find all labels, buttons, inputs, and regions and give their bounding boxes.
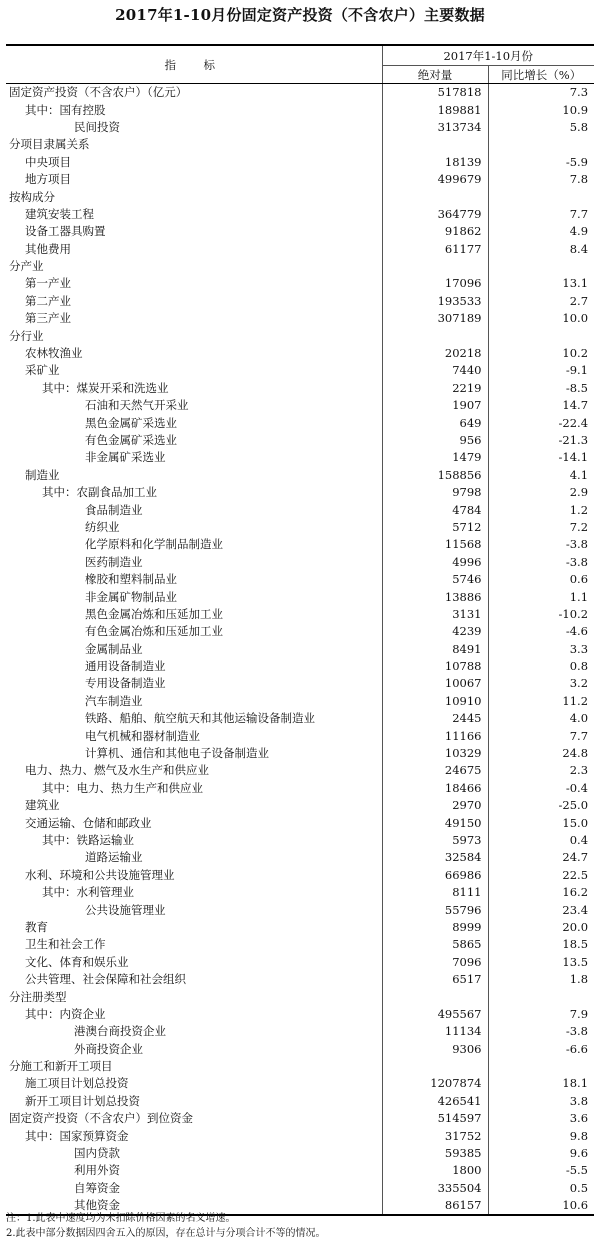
table-row xyxy=(6,919,594,936)
row-growth-value: 7.8 xyxy=(569,172,589,187)
row-indicator: 其中：铁路运输业 xyxy=(6,832,382,849)
row-absolute-value: 86157 xyxy=(382,1197,488,1215)
table-row xyxy=(6,380,594,397)
table-row xyxy=(6,832,594,849)
row-absolute-value: 364779 xyxy=(382,206,488,223)
row-absolute-value: 7440 xyxy=(382,362,488,379)
row-indicator: 其中：国家预算资金 xyxy=(6,1127,382,1144)
row-growth-value: -10.2 xyxy=(558,606,589,621)
table-row xyxy=(6,571,594,588)
row-indicator: 采矿业 xyxy=(6,362,382,379)
header-indicator: 指 标 xyxy=(6,45,382,84)
row-absolute-value: 5746 xyxy=(382,571,488,588)
row-absolute-value: 7096 xyxy=(382,954,488,971)
row-indicator: 第二产业 xyxy=(6,293,382,310)
row-growth-value: 18.1 xyxy=(562,1076,589,1091)
table-row xyxy=(6,293,594,310)
row-growth-value: 24.7 xyxy=(562,850,589,865)
table-row xyxy=(6,223,594,240)
row-absolute-value: 10067 xyxy=(382,675,488,692)
row-growth-value: 7.7 xyxy=(569,206,589,221)
row-growth-value: 3.2 xyxy=(569,676,589,691)
table-row xyxy=(6,954,594,971)
row-growth-value: 18.5 xyxy=(562,937,589,952)
row-growth-value: -3.8 xyxy=(565,554,589,569)
row-indicator: 卫生和社会工作 xyxy=(6,936,382,953)
row-growth-value: 20.0 xyxy=(562,919,589,934)
row-growth-value: -21.3 xyxy=(558,433,589,447)
row-absolute-value: 66986 xyxy=(382,867,488,884)
row-absolute-value: 1907 xyxy=(382,397,488,414)
row-absolute-value: 1479 xyxy=(382,449,488,466)
row-indicator: 食品制造业 xyxy=(6,501,382,518)
row-growth-value xyxy=(488,1058,594,1075)
table-row xyxy=(6,814,594,831)
table-row xyxy=(6,327,594,344)
row-indicator: 交通运输、仓储和邮政业 xyxy=(6,814,382,831)
data-table xyxy=(6,44,594,1216)
row-absolute-value: 4996 xyxy=(382,554,488,571)
row-growth-value: -14.1 xyxy=(558,450,589,465)
table-row xyxy=(6,397,594,414)
row-indicator: 铁路、船舶、航空航天和其他运输设备制造业 xyxy=(6,710,382,727)
row-growth-value: -8.5 xyxy=(565,380,589,395)
row-absolute-value: 2970 xyxy=(382,797,488,814)
table-row xyxy=(6,84,594,102)
table-row xyxy=(6,136,594,153)
row-indicator: 其中：农副食品加工业 xyxy=(6,484,382,501)
row-indicator: 分项目隶属关系 xyxy=(6,136,382,153)
row-growth-value: 8.4 xyxy=(569,241,589,256)
row-indicator: 公共管理、社会保障和社会组织 xyxy=(6,971,382,988)
row-absolute-value: 6517 xyxy=(382,971,488,988)
table-row xyxy=(6,623,594,640)
row-growth-value: 24.8 xyxy=(562,746,589,761)
row-absolute-value: 313734 xyxy=(382,119,488,136)
row-indicator: 其中：内资企业 xyxy=(6,1006,382,1023)
row-indicator: 教育 xyxy=(6,919,382,936)
row-indicator: 有色金属冶炼和压延加工业 xyxy=(6,623,382,640)
row-growth-value: 3.3 xyxy=(569,641,589,656)
row-absolute-value: 9798 xyxy=(382,484,488,501)
table-row xyxy=(6,1110,594,1127)
row-growth-value xyxy=(488,136,594,153)
table-row xyxy=(6,501,594,518)
row-absolute-value: 3131 xyxy=(382,606,488,623)
row-absolute-value: 189881 xyxy=(382,101,488,118)
header-period: 2017年1-10月份 xyxy=(382,45,594,66)
row-absolute-value: 499679 xyxy=(382,171,488,188)
row-indicator: 第三产业 xyxy=(6,310,382,327)
row-indicator: 汽车制造业 xyxy=(6,693,382,710)
table-row xyxy=(6,206,594,223)
row-growth-value: 1.8 xyxy=(569,972,589,987)
row-absolute-value: 4239 xyxy=(382,623,488,640)
table-row xyxy=(6,797,594,814)
row-growth-value: 2.9 xyxy=(569,485,589,500)
row-growth-value: 5.8 xyxy=(569,119,589,134)
row-absolute-value xyxy=(382,327,488,344)
table-row xyxy=(6,641,594,658)
table-row xyxy=(6,1127,594,1144)
row-absolute-value: 5973 xyxy=(382,832,488,849)
table-row xyxy=(6,1145,594,1162)
row-indicator: 外商投资企业 xyxy=(6,1040,382,1057)
row-absolute-value: 31752 xyxy=(382,1127,488,1144)
table-row xyxy=(6,432,594,449)
row-growth-value: -5.9 xyxy=(565,154,589,169)
row-absolute-value: 8491 xyxy=(382,641,488,658)
row-indicator: 电气机械和器材制造业 xyxy=(6,727,382,744)
table-row xyxy=(6,275,594,292)
row-absolute-value: 495567 xyxy=(382,1006,488,1023)
row-growth-value: -3.8 xyxy=(565,537,589,552)
row-absolute-value: 514597 xyxy=(382,1110,488,1127)
row-indicator: 国内贷款 xyxy=(6,1145,382,1162)
row-indicator: 设备工器具购置 xyxy=(6,223,382,240)
row-growth-value: 14.7 xyxy=(562,398,589,413)
row-growth-value: 0.8 xyxy=(569,659,589,674)
row-indicator: 化学原料和化学制品制造业 xyxy=(6,536,382,553)
table-row xyxy=(6,554,594,571)
table-row xyxy=(6,1023,594,1040)
row-absolute-value xyxy=(382,136,488,153)
row-indicator: 制造业 xyxy=(6,467,382,484)
table-row xyxy=(6,258,594,275)
table-row xyxy=(6,154,594,171)
row-growth-value: 7.9 xyxy=(569,1006,589,1021)
table-row xyxy=(6,1075,594,1092)
row-indicator: 道路运输业 xyxy=(6,849,382,866)
row-growth-value: -4.6 xyxy=(565,624,589,639)
row-absolute-value: 307189 xyxy=(382,310,488,327)
row-indicator: 有色金属矿采选业 xyxy=(6,432,382,449)
table-row xyxy=(6,849,594,866)
table-row xyxy=(6,171,594,188)
table-row xyxy=(6,310,594,327)
row-absolute-value: 59385 xyxy=(382,1145,488,1162)
row-growth-value: 1.1 xyxy=(569,589,589,604)
row-indicator: 按构成分 xyxy=(6,188,382,205)
row-indicator: 橡胶和塑料制品业 xyxy=(6,571,382,588)
table-body xyxy=(6,84,594,1216)
table-row xyxy=(6,101,594,118)
table-row xyxy=(6,606,594,623)
row-absolute-value: 10788 xyxy=(382,658,488,675)
row-indicator: 水利、环境和公共设施管理业 xyxy=(6,867,382,884)
row-growth-value: -25.0 xyxy=(558,798,589,813)
row-indicator: 分行业 xyxy=(6,327,382,344)
row-growth-value: 22.5 xyxy=(562,867,589,882)
row-absolute-value: 517818 xyxy=(382,84,488,102)
row-growth-value: 2.7 xyxy=(569,293,589,308)
row-absolute-value: 17096 xyxy=(382,275,488,292)
row-growth-value: 0.6 xyxy=(569,572,589,587)
row-absolute-value: 91862 xyxy=(382,223,488,240)
table-row xyxy=(6,658,594,675)
row-indicator: 其中：水利管理业 xyxy=(6,884,382,901)
row-growth-value: 0.5 xyxy=(569,1180,589,1195)
table-row xyxy=(6,762,594,779)
row-absolute-value: 426541 xyxy=(382,1093,488,1110)
row-indicator: 石油和天然气开采业 xyxy=(6,397,382,414)
footnote-2: 2.此表中部分数据因四舍五入的原因，存在总计与分项合计不等的情况。 xyxy=(6,1228,326,1239)
row-indicator: 固定资产投资（不含农户）（亿元） xyxy=(6,84,382,102)
row-absolute-value: 61177 xyxy=(382,241,488,258)
row-absolute-value: 20218 xyxy=(382,345,488,362)
table-row xyxy=(6,936,594,953)
row-growth-value xyxy=(488,188,594,205)
row-indicator: 医药制造业 xyxy=(6,554,382,571)
row-indicator: 港澳台商投资企业 xyxy=(6,1023,382,1040)
table-row xyxy=(6,414,594,431)
row-absolute-value: 2219 xyxy=(382,380,488,397)
row-indicator: 分产业 xyxy=(6,258,382,275)
row-absolute-value: 11166 xyxy=(382,727,488,744)
row-absolute-value: 9306 xyxy=(382,1040,488,1057)
table-row xyxy=(6,467,594,484)
row-indicator: 固定资产投资（不含农户）到位资金 xyxy=(6,1110,382,1127)
row-growth-value: 23.4 xyxy=(562,902,589,917)
row-absolute-value: 4784 xyxy=(382,501,488,518)
row-indicator: 纺织业 xyxy=(6,519,382,536)
row-indicator: 专用设备制造业 xyxy=(6,675,382,692)
row-absolute-value: 5865 xyxy=(382,936,488,953)
row-absolute-value: 10329 xyxy=(382,745,488,762)
row-indicator: 中央项目 xyxy=(6,154,382,171)
row-growth-value: 9.8 xyxy=(569,1128,589,1143)
row-absolute-value: 1207874 xyxy=(382,1075,488,1092)
row-absolute-value: 10910 xyxy=(382,693,488,710)
row-indicator: 通用设备制造业 xyxy=(6,658,382,675)
page-title: 2017年1-10月份固定资产投资（不含农户）主要数据 xyxy=(115,6,485,24)
row-indicator: 农林牧渔业 xyxy=(6,345,382,362)
row-growth-value: -5.5 xyxy=(565,1163,589,1178)
row-growth-value: 15.0 xyxy=(562,815,589,830)
row-indicator: 公共设施管理业 xyxy=(6,901,382,918)
table-row xyxy=(6,710,594,727)
row-growth-value: -6.6 xyxy=(565,1041,589,1056)
row-growth-value: 10.6 xyxy=(488,1197,594,1215)
row-growth-value: 7.7 xyxy=(569,728,589,743)
row-absolute-value xyxy=(382,988,488,1005)
row-absolute-value: 8999 xyxy=(382,919,488,936)
row-absolute-value: 49150 xyxy=(382,814,488,831)
header-absolute: 绝对量 xyxy=(382,66,488,84)
table-row xyxy=(6,867,594,884)
row-indicator: 利用外资 xyxy=(6,1162,382,1179)
row-absolute-value: 13886 xyxy=(382,588,488,605)
row-indicator: 其中：国有控股 xyxy=(6,101,382,118)
table-row xyxy=(6,901,594,918)
row-absolute-value xyxy=(382,258,488,275)
row-absolute-value xyxy=(382,188,488,205)
row-absolute-value: 8111 xyxy=(382,884,488,901)
row-growth-value: -3.8 xyxy=(565,1024,589,1039)
table-row xyxy=(6,188,594,205)
table-row xyxy=(6,449,594,466)
table-row xyxy=(6,1058,594,1075)
row-absolute-value: 1800 xyxy=(382,1162,488,1179)
row-absolute-value: 2445 xyxy=(382,710,488,727)
table-row xyxy=(6,745,594,762)
table-row xyxy=(6,484,594,501)
table-row xyxy=(6,884,594,901)
row-growth-value: 7.3 xyxy=(569,85,589,100)
table-row xyxy=(6,1040,594,1057)
row-growth-value: 16.2 xyxy=(562,885,589,900)
row-indicator: 其他费用 xyxy=(6,241,382,258)
row-indicator: 黑色金属矿采选业 xyxy=(6,414,382,431)
row-indicator: 建筑安装工程 xyxy=(6,206,382,223)
row-indicator: 分施工和新开工项目 xyxy=(6,1058,382,1075)
table-row xyxy=(6,241,594,258)
row-growth-value: -22.4 xyxy=(558,415,589,430)
header-growth: 同比增长（%） xyxy=(488,66,594,84)
row-indicator: 计算机、通信和其他电子设备制造业 xyxy=(6,745,382,762)
table-row xyxy=(6,727,594,744)
row-indicator: 第一产业 xyxy=(6,275,382,292)
row-absolute-value: 32584 xyxy=(382,849,488,866)
row-indicator: 施工项目计划总投资 xyxy=(6,1075,382,1092)
row-absolute-value: 335504 xyxy=(382,1180,488,1197)
row-indicator: 黑色金属冶炼和压延加工业 xyxy=(6,606,382,623)
table-row xyxy=(6,362,594,379)
row-absolute-value: 24675 xyxy=(382,762,488,779)
row-growth-value: -9.1 xyxy=(565,363,589,378)
footnotes xyxy=(6,1211,326,1241)
row-growth-value: 10.2 xyxy=(562,346,589,361)
row-growth-value: 13.1 xyxy=(562,276,589,291)
row-indicator: 电力、热力、燃气及水生产和供应业 xyxy=(6,762,382,779)
row-indicator: 非金属矿物制品业 xyxy=(6,588,382,605)
row-indicator: 其中：电力、热力生产和供应业 xyxy=(6,780,382,797)
row-absolute-value: 5712 xyxy=(382,519,488,536)
table-row xyxy=(6,693,594,710)
table-row xyxy=(6,536,594,553)
row-growth-value: 10.9 xyxy=(562,102,589,117)
row-growth-value: 4.0 xyxy=(569,711,589,726)
table-row xyxy=(6,780,594,797)
row-absolute-value: 11134 xyxy=(382,1023,488,1040)
row-indicator: 新开工项目计划总投资 xyxy=(6,1093,382,1110)
footnote-1: 注：1.此表中速度均为未扣除价格因素的名义增速。 xyxy=(6,1213,236,1224)
row-absolute-value: 956 xyxy=(382,432,488,449)
row-growth-value: 3.6 xyxy=(569,1111,589,1126)
row-growth-value: 13.5 xyxy=(562,954,589,969)
row-absolute-value: 649 xyxy=(382,414,488,431)
row-growth-value: 1.2 xyxy=(569,502,589,517)
table-row xyxy=(6,519,594,536)
row-absolute-value: 18466 xyxy=(382,780,488,797)
row-growth-value: 11.2 xyxy=(562,693,589,708)
row-absolute-value xyxy=(382,1058,488,1075)
row-growth-value: 4.1 xyxy=(569,467,589,482)
table-row xyxy=(6,1093,594,1110)
row-growth-value xyxy=(488,327,594,344)
table-row xyxy=(6,1162,594,1179)
row-indicator: 非金属矿采选业 xyxy=(6,449,382,466)
row-absolute-value: 11568 xyxy=(382,536,488,553)
table-row xyxy=(6,1180,594,1197)
table-row xyxy=(6,675,594,692)
table-row xyxy=(6,588,594,605)
row-growth-value: 0.4 xyxy=(569,832,589,847)
table-row xyxy=(6,345,594,362)
table-row xyxy=(6,1006,594,1023)
row-growth-value: 3.8 xyxy=(569,1093,589,1108)
row-absolute-value: 158856 xyxy=(382,467,488,484)
row-indicator: 其中：煤炭开采和洗选业 xyxy=(6,380,382,397)
row-growth-value: 9.6 xyxy=(569,1146,589,1161)
table-row xyxy=(6,119,594,136)
row-growth-value xyxy=(488,258,594,275)
row-growth-value: 2.3 xyxy=(569,763,589,778)
table-row xyxy=(6,971,594,988)
table-row xyxy=(6,988,594,1005)
row-growth-value: 4.9 xyxy=(569,224,589,239)
table-header xyxy=(6,45,594,84)
row-indicator: 分注册类型 xyxy=(6,988,382,1005)
row-growth-value xyxy=(488,988,594,1005)
row-absolute-value: 18139 xyxy=(382,154,488,171)
row-growth-value: -0.4 xyxy=(565,780,589,795)
row-indicator: 文化、体育和娱乐业 xyxy=(6,954,382,971)
row-growth-value: 10.0 xyxy=(562,311,589,326)
row-indicator: 其他资金 xyxy=(6,1197,382,1215)
row-indicator: 建筑业 xyxy=(6,797,382,814)
row-indicator: 地方项目 xyxy=(6,171,382,188)
row-indicator: 金属制品业 xyxy=(6,641,382,658)
row-absolute-value: 55796 xyxy=(382,901,488,918)
row-growth-value: 7.2 xyxy=(569,519,589,534)
row-indicator: 自筹资金 xyxy=(6,1180,382,1197)
row-indicator: 民间投资 xyxy=(6,119,382,136)
row-absolute-value: 193533 xyxy=(382,293,488,310)
